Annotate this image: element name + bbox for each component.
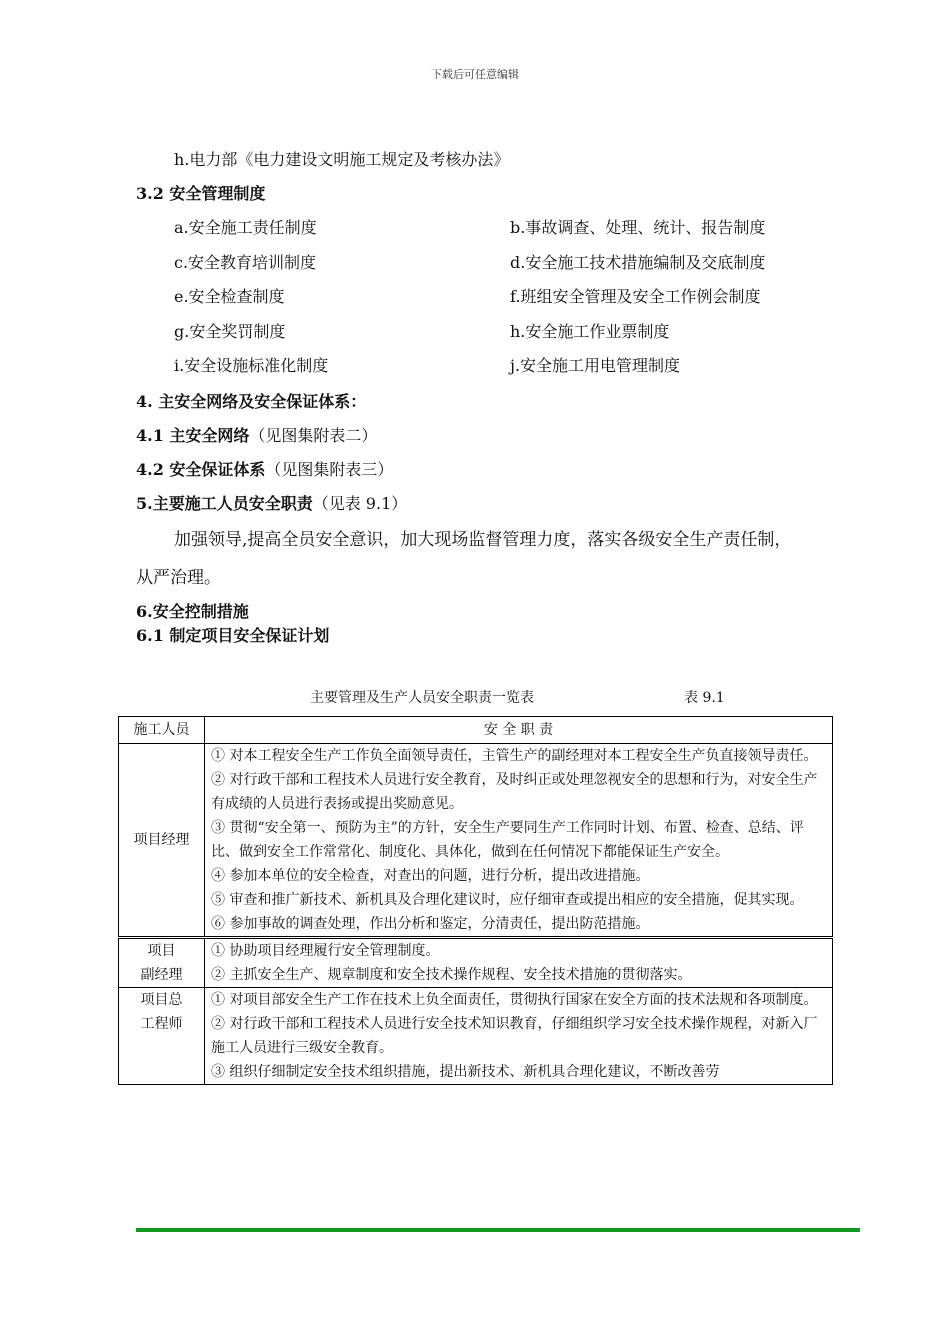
role-deputy-manager (119, 938, 205, 988)
section-4-2-note: （见图集附表三） (265, 460, 394, 479)
section-6-1-title: 6.1 制定项目安全保证计划 (136, 626, 330, 645)
policy-item-h: h.安全施工作业票制度 (510, 322, 670, 341)
duty-item: ② 主抓安全生产、规章制度和安全技术操作规程、安全技术措施的贯彻落实。 (211, 967, 692, 983)
table-row (119, 744, 833, 938)
regulation-item-h: h.电力部《电力建设文明施工规定及考核办法》 (174, 150, 510, 169)
policy-item-f: f.班组安全管理及安全工作例会制度 (510, 287, 761, 306)
header-duties: 安 全 职 责 (205, 717, 833, 744)
duty-item: ④ 参加本单位的安全检查，对查出的问题，进行分析，提出改进措施。 (211, 868, 650, 884)
policy-item-d: d.安全施工技术措施编制及交底制度 (510, 253, 766, 272)
section-5-title: 5.主要施工人员安全职责 (136, 494, 313, 513)
footer-rule (136, 1228, 860, 1232)
duties-project-manager (205, 744, 833, 938)
section-5-paragraph-line2: 从严治理。 (136, 568, 221, 588)
header-personnel: 施工人员 (119, 717, 205, 744)
duty-item: ⑤ 审查和推广新技术、新机具及合理化建议时，应仔细审查或提出相应的安全措施，促其实现。 (211, 892, 804, 908)
role-project-manager: 项目经理 (119, 744, 205, 938)
policy-item-i: i.安全设施标准化制度 (174, 356, 329, 375)
duties-chief-engineer (205, 988, 833, 1085)
duties-deputy-manager (205, 938, 833, 988)
section-4-1 (136, 426, 377, 446)
section-4-1-title: 4.1 主安全网络 (136, 426, 250, 445)
role-line: 副经理 (140, 967, 183, 983)
role-line: 工程师 (140, 1016, 183, 1032)
policy-item-a: a.安全施工责任制度 (174, 218, 317, 237)
policy-item-e: e.安全检查制度 (174, 287, 285, 306)
role-line: 项目总 (140, 992, 183, 1008)
role-line: 项目 (147, 943, 176, 959)
duty-item: ② 对行政干部和工程技术人员进行安全教育，及时纠正或处理忽视安全的思想和行为，对安全生产有成绩的人员进行表扬或提出奖励意见。 (211, 772, 818, 812)
section-5 (136, 494, 407, 514)
duty-item: ② 对行政干部和工程技术人员进行安全技术知识教育，仔细组织学习安全技术操作规程，对新入厂施工人员进行三级安全教育。 (211, 1016, 818, 1056)
section-6-title: 6.安全控制措施 (136, 602, 249, 621)
duty-item: ③ 组织仔细制定安全技术组织措施，提出新技术、新机具合理化建议，不断改善劳 (211, 1064, 720, 1080)
duty-item: ① 对本工程安全生产工作负全面领导责任，主管生产的副经理对本工程安全生产负直接领导责任。 (211, 748, 818, 764)
policy-item-g: g.安全奖罚制度 (174, 322, 286, 341)
section-5-paragraph-line1: 加强领导,提高全员安全意识，加大现场监督管理力度，落实各级安全生产责任制， (174, 530, 792, 550)
section-4-title: 4. 主安全网络及安全保证体系： (136, 392, 367, 411)
section-3-2-title: 3.2 安全管理制度 (136, 184, 266, 203)
table-row (119, 938, 833, 988)
table-number: 表 9.1 (684, 690, 725, 706)
policy-item-j: j.安全施工用电管理制度 (510, 356, 681, 375)
duty-item: ① 对项目部安全生产工作在技术上负全面责任，贯彻执行国家在安全方面的技术法规和各项制度。 (211, 992, 818, 1008)
section-4-1-note: （见图集附表二） (249, 426, 378, 445)
table-header-row (119, 717, 833, 744)
role-chief-engineer (119, 988, 205, 1085)
section-4-2 (136, 460, 393, 480)
duty-item: ③ 贯彻“安全第一、预防为主”的方针，安全生产要同生产工作同时计划、布置、检查、总结、评比、做到安全工作常常化、制度化、具体化，做到在任何情况下都能保证生产安全。 (211, 820, 804, 860)
section-4-2-title: 4.2 安全保证体系 (136, 460, 266, 479)
policy-item-b: b.事故调查、处理、统计、报告制度 (510, 218, 766, 237)
safety-duty-table (118, 716, 833, 1085)
table-caption: 主要管理及生产人员安全职责一览表 (310, 690, 534, 706)
page-header-note: 下载后可任意编辑 (431, 68, 519, 81)
policy-item-c: c.安全教育培训制度 (174, 253, 317, 272)
table-row (119, 988, 833, 1085)
duty-item: ⑥ 参加事故的调查处理，作出分析和鉴定，分清责任，提出防范措施。 (211, 916, 650, 932)
duty-item: ① 协助项目经理履行安全管理制度。 (211, 943, 440, 959)
section-5-note: （见表 9.1） (312, 494, 408, 513)
